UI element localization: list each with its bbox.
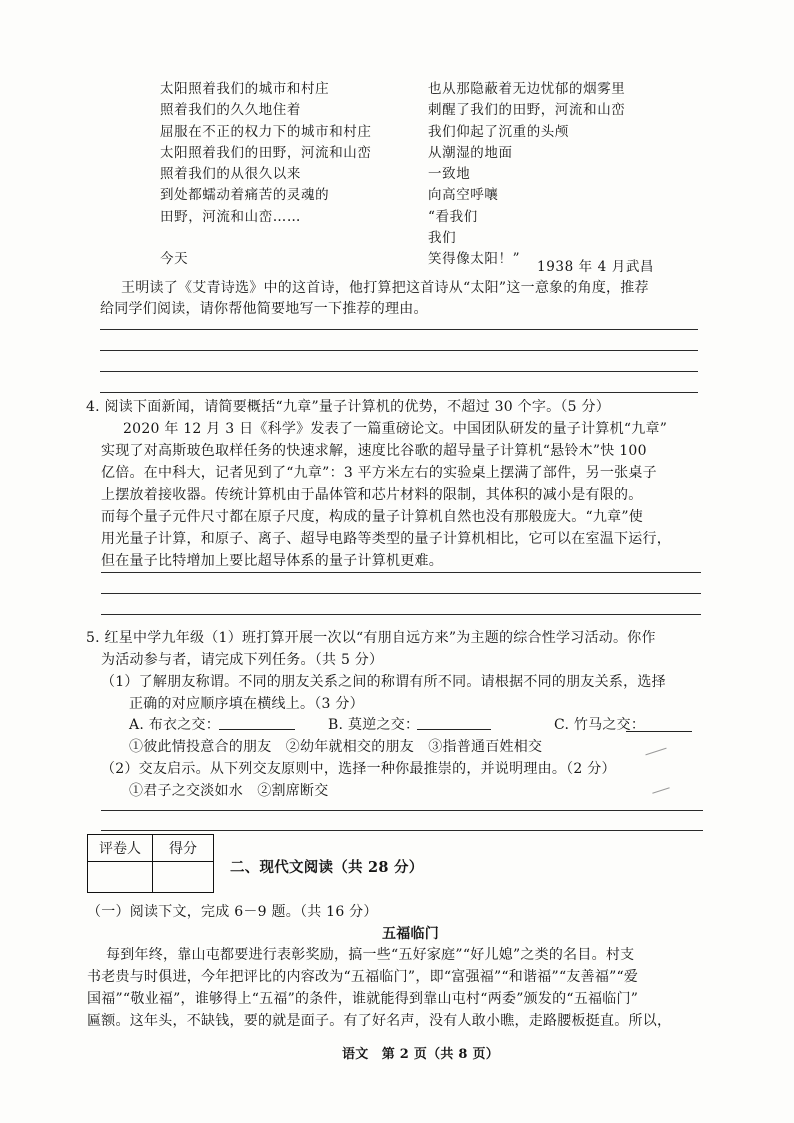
story-line: 国福”“敬业福”，谁够得上“五福”的条件，谁就能得到靠山屯村“两委”颁发的“五福临门” bbox=[87, 991, 639, 1007]
answer-line[interactable] bbox=[101, 572, 701, 573]
answer-line[interactable] bbox=[100, 329, 698, 330]
q5-prompt: 5. 红星中学九年级（1）班打算开展一次以“有朋自远方来”为主题的综合性学习活动。你作 bbox=[86, 630, 656, 646]
story-line: 匾额。这年头，不缺钱，要的就是面子。有了好名声，没有人敢小瞧，走路腰板挺直。所以， bbox=[87, 1013, 672, 1029]
q5-options: ①君子之交淡如水 ②割席断交 bbox=[129, 783, 329, 799]
q5-sub1: 正确的对应顺序填在横线上。（3 分） bbox=[129, 696, 364, 712]
story-line: 每到年终，靠山屯都要进行表彰奖励，搞一些“五好家庭”“好儿媳”之类的名目。村支 bbox=[106, 947, 635, 963]
choice-b-blank[interactable] bbox=[417, 715, 491, 730]
poem-signature: 1938 年 4 月武昌 bbox=[537, 259, 655, 275]
grader-header: 评卷人 bbox=[88, 835, 153, 862]
q5-sub2: （2）交友启示。从下列交友原则中，选择一种你最推崇的，并说明理由。（2 分） bbox=[101, 761, 616, 777]
choice-c-blank[interactable] bbox=[626, 717, 692, 732]
poem-line: 照着我们的久久地住着 bbox=[160, 102, 301, 119]
q4-passage-line: 2020 年 12 月 3 日《科学》发表了一篇重磅论文。中国团队研发的量子计算机“九章” bbox=[123, 421, 668, 437]
answer-line[interactable] bbox=[100, 371, 698, 372]
choice-c-label: C. 竹马之交： bbox=[554, 717, 646, 733]
poem-line: 也从那隐蔽着无边忧郁的烟雾里 bbox=[428, 81, 626, 97]
q4-passage-line: 但在量子比特增加上要比超导体系的量子计算机更难。 bbox=[101, 553, 443, 569]
score-header: 得分 bbox=[153, 835, 214, 862]
poem-line bbox=[160, 228, 372, 249]
part1-instruction: （一）阅读下文，完成 6－9 题。（共 16 分） bbox=[87, 904, 378, 920]
grader-cell[interactable] bbox=[88, 862, 153, 893]
poem-line: 到处都蠕动着痛苦的灵魂的 bbox=[160, 187, 330, 204]
story-title: 五福临门 bbox=[382, 926, 439, 942]
q3-prompt-line: 王明读了《艾青诗选》中的这首诗，他打算把这首诗从“太阳”这一意象的角度，推荐 bbox=[121, 280, 649, 296]
poem-right-column bbox=[428, 79, 625, 271]
q4-passage-line: 实现了对高斯玻色取样任务的快速求解，速度比谷歌的超导量子计算机“悬铃木”快 100 bbox=[101, 443, 647, 459]
poem-line: 从潮湿的地面 bbox=[428, 144, 513, 161]
story-line: 书老贵与时俱进，今年把评比的内容改为“五福临门”，即“富强福”“和谐福”“友善福”“爱 bbox=[87, 969, 639, 985]
q4-prompt: 4. 阅读下面新闻，请简要概括“九章”量子计算机的优势，不超过 30 个字。（5 分） bbox=[86, 399, 610, 415]
poem-line: “看我们 bbox=[428, 208, 478, 225]
poem-line: 笑得像太阳！” bbox=[428, 251, 521, 268]
answer-line[interactable] bbox=[101, 593, 701, 594]
answer-line[interactable] bbox=[101, 614, 701, 615]
answer-line[interactable] bbox=[100, 350, 698, 351]
poem-line: 我们 bbox=[428, 230, 457, 247]
choice-a-blank[interactable] bbox=[219, 715, 295, 730]
stray-mark bbox=[652, 787, 669, 794]
poem-line: 田野，河流和山峦…… bbox=[160, 208, 301, 225]
q5-sub1: （1）了解朋友称谓。不同的朋友关系之间的称谓有所不同。请根据不同的朋友关系，选择 bbox=[101, 674, 666, 690]
answer-line[interactable] bbox=[101, 810, 703, 811]
poem-line: 太阳照着我们的城市和村庄 bbox=[160, 81, 330, 97]
poem-line: 屈服在不正的权力下的城市和村庄 bbox=[160, 123, 372, 140]
q5-prompt: 为活动参与者，请完成下列任务。（共 5 分） bbox=[101, 652, 384, 668]
answer-line[interactable] bbox=[100, 392, 698, 393]
poem-line: 今天 bbox=[160, 251, 189, 268]
page-footer: 语文 第 2 页（共 8 页） bbox=[342, 1047, 499, 1062]
poem-line: 太阳照着我们的田野，河流和山峦 bbox=[160, 144, 372, 161]
choice-a-label: A. 布衣之交： bbox=[129, 717, 221, 733]
poem-line: 照着我们的从很久以来 bbox=[160, 166, 301, 183]
score-cell[interactable] bbox=[153, 862, 214, 893]
q4-passage-line: 上摆放着接收器。传统计算机由于晶体管和芯片材料的限制，其体积的减小是有限的。 bbox=[101, 487, 643, 503]
poem-line: 刺醒了我们的田野，河流和山峦 bbox=[428, 102, 626, 119]
q4-passage-line: 亿倍。在中科大，记者见到了“九章”：3 平方米左右的实验桌上摆满了部件，另一张桌子 bbox=[101, 465, 657, 481]
q5-options: ①彼此情投意合的朋友 ②幼年就相交的朋友 ③指普通百姓相交 bbox=[129, 739, 543, 755]
q3-prompt-line: 给同学们阅读，请你帮他简要地写一下推荐的理由。 bbox=[100, 301, 428, 317]
stray-mark bbox=[645, 748, 666, 756]
poem-line: 我们仰起了沉重的头颅 bbox=[428, 123, 569, 140]
poem-line: 一致地 bbox=[428, 166, 471, 183]
poem-left-column bbox=[160, 79, 372, 271]
answer-line[interactable] bbox=[101, 830, 703, 831]
poem-line: 向高空呼嚷 bbox=[428, 187, 499, 204]
choice-b-label: B. 莫逆之交： bbox=[328, 717, 420, 733]
grader-table bbox=[87, 834, 214, 893]
section-title: 二、现代文阅读（共 28 分） bbox=[230, 859, 424, 876]
q4-passage-line: 而每个量子元件尺寸都在原子尺度，构成的量子计算机自然也没有那般庞大。“九章”使 bbox=[101, 509, 644, 525]
q4-passage-line: 用光量子计算，和原子、离子、超导电路等类型的量子计算机相比，它可以在室温下运行， bbox=[101, 531, 671, 547]
